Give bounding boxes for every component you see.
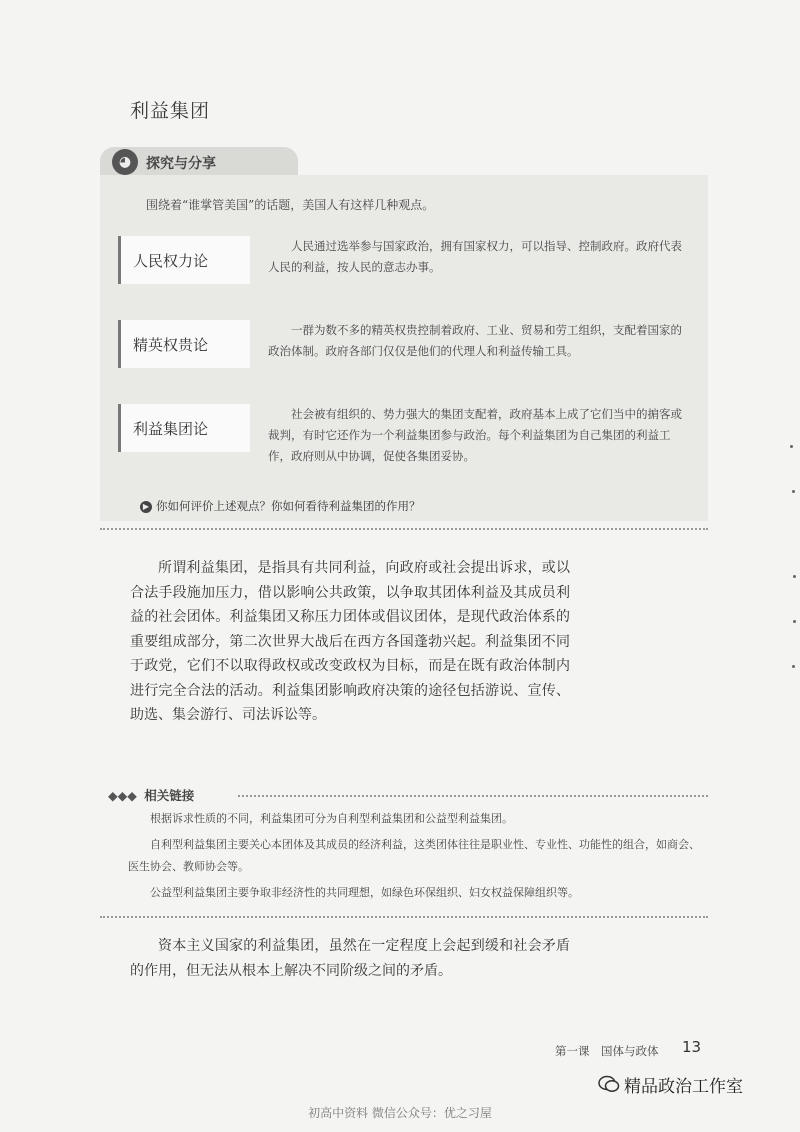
view-label: 利益集团论 [118, 404, 250, 452]
view-label: 精英权贵论 [118, 320, 250, 368]
view-label: 人民权力论 [118, 236, 250, 284]
explore-question [140, 498, 421, 514]
main-paragraph: 所谓利益集团，是指具有共同利益，向政府或社会提出诉求，或以合法手段施加压力，借以影响公共政策，以争取其团体利益及其成员利益的社会团体。利益集团又称压力团体或倡议团体，是现代政治体系的重要组成部分，第二次世界大战后在西方各国蓬勃兴起。利益集团不同于政党，它们不以取得政权或改变政权为目标，而是在既有政治体制内进行完全合法的活动。利益集团影响政府决策的途径包括游说、宣传、助选、集会游行、司法诉讼等。 [130, 560, 570, 723]
link-paragraph: 自利型利益集团主要关心本团体及其成员的经济利益，这类团体往往是职业性、专业性、功能性的组合，如商会、医生协会、教师协会等。 [128, 838, 700, 873]
section-title: 利益集团 [130, 100, 211, 122]
bottom-caption: 初高中资料 微信公众号：优之习屋 [308, 1106, 492, 1120]
diamond-icon: ◆◆◆ [108, 788, 137, 803]
link-paragraph: 根据诉求性质的不同，利益集团可分为自利型利益集团和公益型利益集团。 [150, 812, 513, 825]
margin-mark [793, 620, 796, 623]
view-text: 社会被有组织的、势力强大的集团支配着，政府基本上成了它们当中的掮客或裁判，有时它还作为一个利益集团参与政治。每个利益集团为自己集团的利益工作，政府则从中协调，促使各集团妥协。 [268, 407, 682, 463]
footer-chapter: 第一课 国体与政体 [555, 1044, 659, 1058]
explore-label: 探究与分享 [146, 156, 216, 172]
arrow-right-icon: ▶ [140, 501, 152, 513]
margin-mark [792, 665, 795, 668]
page-number: 13 [682, 1038, 702, 1056]
margin-mark [790, 445, 793, 448]
wechat-icon [598, 1075, 620, 1093]
divider [100, 528, 708, 530]
globe-icon: ◕ [112, 149, 138, 175]
divider [238, 795, 708, 797]
related-links-heading [108, 786, 194, 804]
explore-intro: 围绕着“谁掌管美国”的话题，美国人有这样几种观点。 [146, 198, 435, 212]
related-links-title: 相关链接 [144, 788, 195, 803]
margin-mark [793, 575, 796, 578]
margin-mark [792, 490, 795, 493]
closing-paragraph: 资本主义国家的利益集团，虽然在一定程度上会起到缓和社会矛盾的作用，但无法从根本上解决不同阶级之间的矛盾。 [130, 938, 570, 979]
wechat-account-label: 精品政治工作室 [624, 1077, 743, 1097]
question-text: 你如何评价上述观点？你如何看待利益集团的作用？ [156, 499, 421, 513]
link-paragraph: 公益型利益集团主要争取非经济性的共同理想，如绿色环保组织、妇女权益保障组织等。 [150, 886, 579, 899]
divider [100, 916, 708, 918]
view-text: 人民通过选举参与国家政治，拥有国家权力，可以指导、控制政府。政府代表人民的利益，按人民的意志办事。 [268, 239, 682, 274]
view-text: 一群为数不多的精英权贵控制着政府、工业、贸易和劳工组织，支配着国家的政治体制。政府各部门仅仅是他们的代理人和利益传输工具。 [268, 323, 682, 358]
